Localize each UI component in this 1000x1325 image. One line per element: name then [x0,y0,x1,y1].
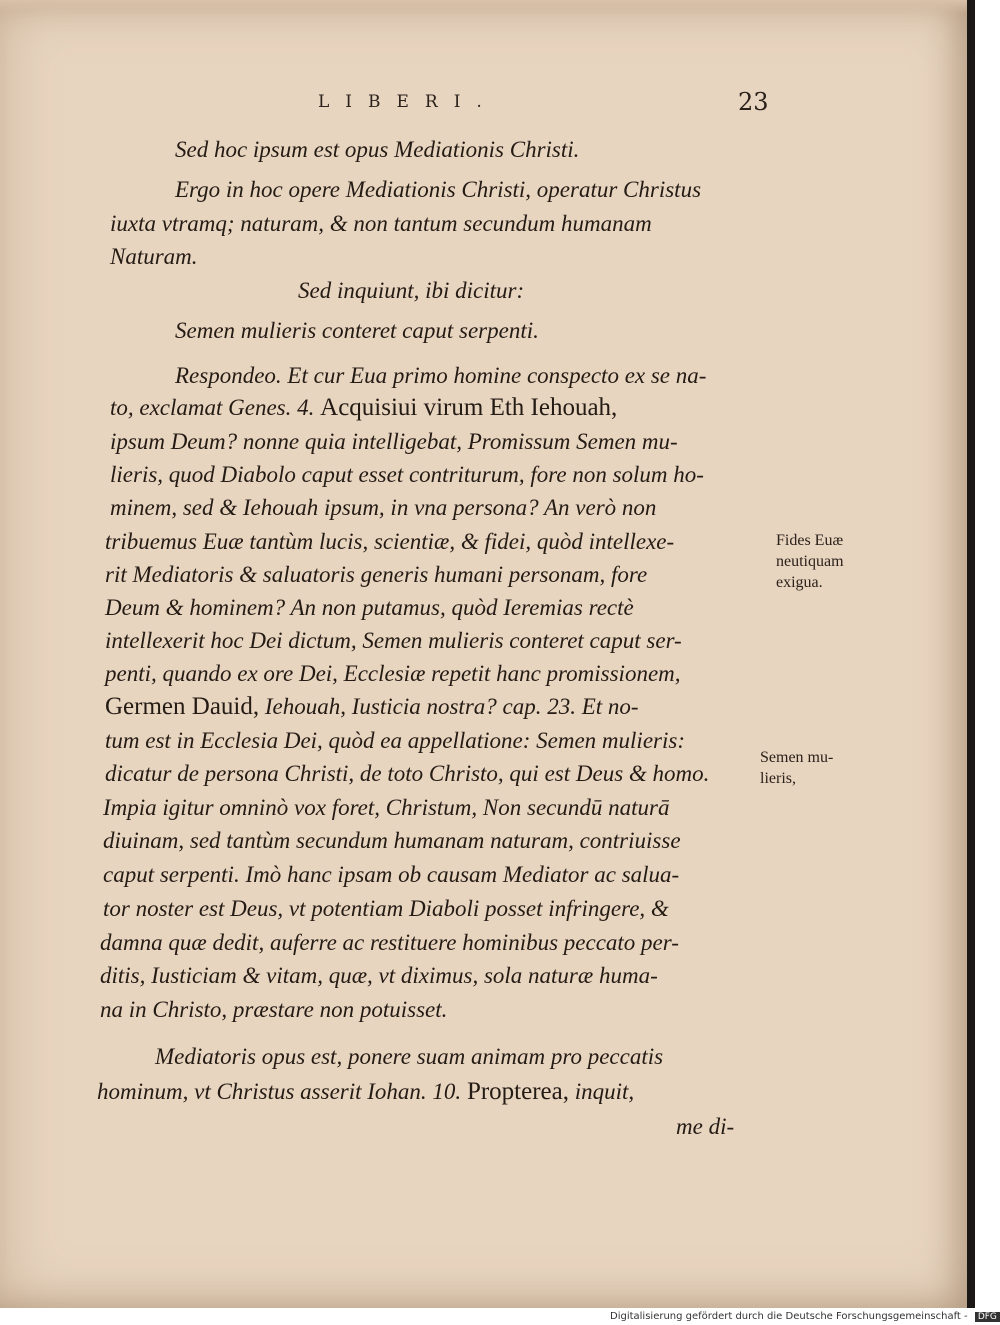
text-line: Semen mulieris conteret caput serpenti. [175,318,539,343]
text-line: Mediatoris opus est, ponere suam animam pro peccatis [155,1044,664,1069]
text-line: Respondeo. Et cur Eua primo homine conspecto ex se na- [175,363,707,388]
text-line [105,693,639,721]
catchword: me di- [676,1114,735,1139]
marginal-note: Semen mu- lieris, [760,749,834,787]
funding-footer: Digitalisierung gefördert durch die Deutsche Forschungsgemeinschaft - DFG [610,1311,1000,1322]
roman-segment: Propterea, [466,1078,569,1105]
page-edge [967,0,975,1308]
text-line: damna quæ dedit, auferre ac restituere hominibus peccato per- [100,930,679,955]
text-line: intellexerit hoc Dei dictum, Semen mulieris conteret caput ser- [105,628,682,653]
text-line: tribuemus Euæ tantùm lucis, scientiæ, & fidei, quòd intellexe- [105,529,675,554]
text-line: tor noster est Deus, vt potentiam Diaboli posset infringere, & [103,896,669,921]
text-segment: to, exclamat Genes. 4. [110,395,315,420]
text-line: caput serpenti. Imò hanc ipsam ob causam Mediator ac salua- [103,862,680,887]
text-line: Naturam. [110,244,198,269]
page-top-shade [0,0,975,14]
text-line [110,394,617,422]
text-line: rit Mediatoris & saluatoris generis humani personam, fore [105,562,648,587]
text-line: Ergo in hoc opere Mediationis Christi, operatur Christus [175,177,702,202]
running-title: LIBERI. [318,92,498,112]
roman-segment: Germen Dauid, [105,693,260,720]
text-line: Sed hoc ipsum est opus Mediationis Christi. [175,137,580,162]
text-line: diuinam, sed tantùm secundum humanam naturam, contriuisse [103,828,681,853]
text-line: minem, sed & Iehouah ipsum, in vna persona? An verò non [110,495,657,520]
text-line: ditis, Iusticiam & vitam, quæ, vt diximus, sola naturæ huma- [100,963,658,988]
page-number: 23 [738,88,769,116]
text-line: Deum & hominem? An non putamus, quòd Ieremias rectè [105,595,634,620]
text-line: Impia igitur omninò vox foret, Christum, Non secundū naturā [103,795,670,820]
text-line [97,1078,634,1106]
text-line: tum est in Ecclesia Dei, quòd ea appellatione: Semen mulieris: [105,728,685,753]
roman-segment: Acquisiui virum Eth Iehouah, [320,394,618,421]
text-line: Sed inquiunt, ibi dicitur: [298,278,525,303]
text-segment: hominum, vt Christus asserit Iohan. 10. [97,1079,462,1104]
dfg-logo: DFG [975,1312,1000,1322]
text-segment: Iehouah, Iusticia nostra? cap. 23. Et no- [264,694,639,719]
text-line: dicatur de persona Christi, de toto Christo, qui est Deus & homo. [105,761,710,786]
text-line: ipsum Deum? nonne quia intelligebat, Promissum Semen mu- [110,429,678,454]
marginal-note: Fides Euæ neutiquam exigua. [776,532,844,591]
text-line: lieris, quod Diabolo caput esset contriturum, fore non solum ho- [110,462,704,487]
text-segment: inquit, [574,1079,635,1104]
text-line: iuxta vtramq; naturam, & non tantum secundum humanam [110,211,652,236]
text-line: na in Christo, præstare non potuisset. [100,997,448,1022]
text-line: penti, quando ex ore Dei, Ecclesiæ repetit hanc promissionem, [105,661,681,686]
